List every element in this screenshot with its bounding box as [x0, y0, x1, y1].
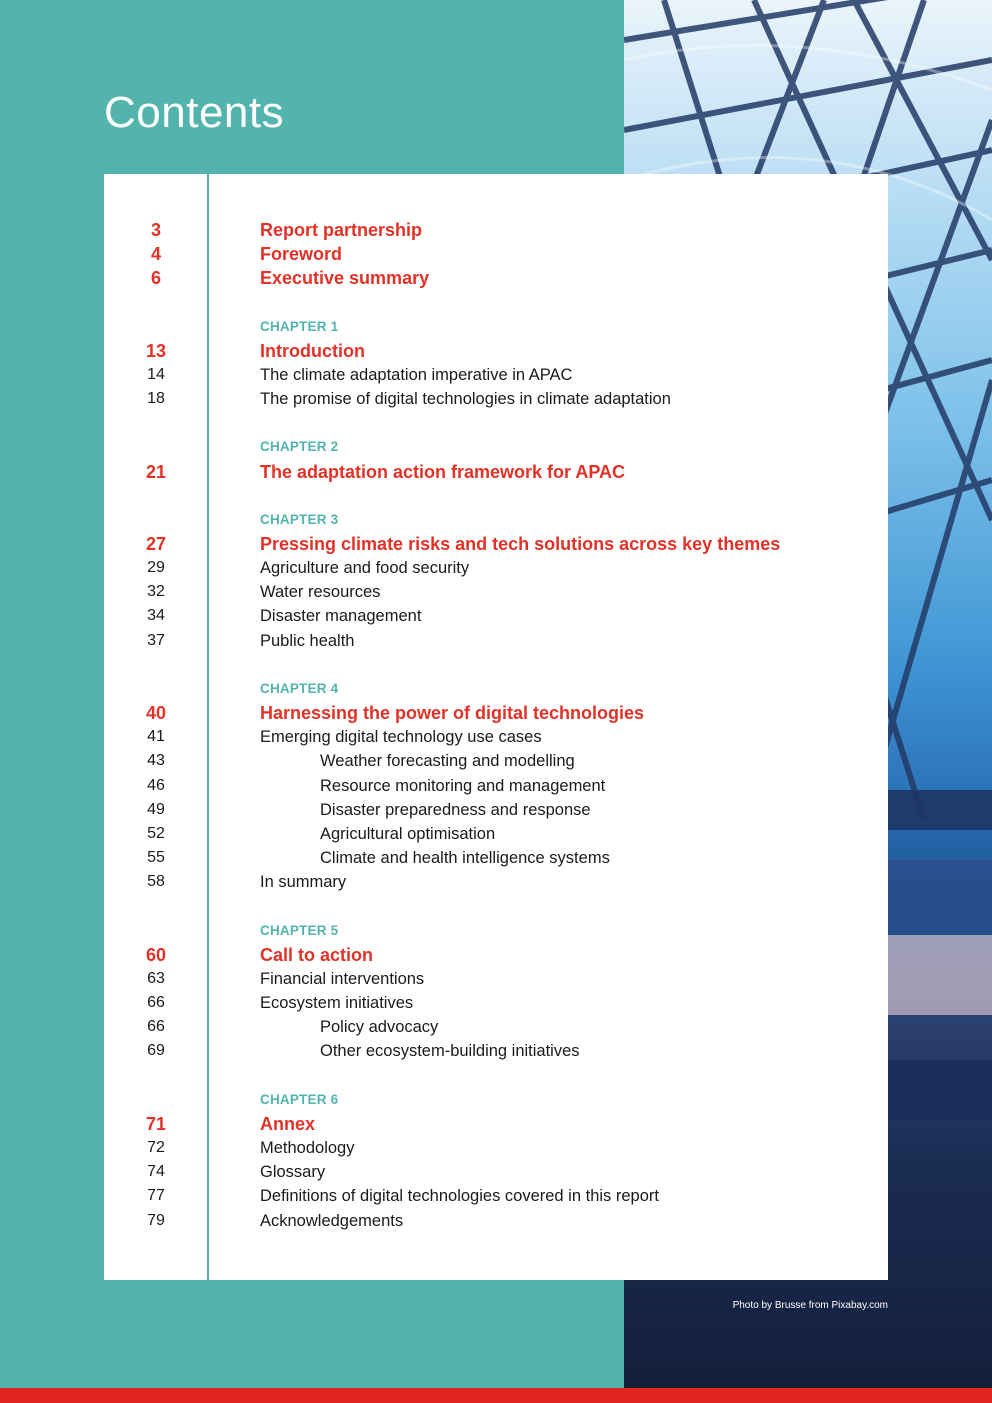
entry-label: Foreword [260, 244, 343, 265]
toc-entry[interactable] [104, 701, 888, 725]
page-number: 21 [145, 461, 167, 482]
page-title: Contents [104, 88, 285, 137]
toc-entry[interactable] [104, 1184, 888, 1208]
page-number: 49 [147, 800, 165, 818]
page-number: 69 [147, 1042, 165, 1060]
toc-list [104, 218, 888, 1233]
toc-entry[interactable] [104, 266, 888, 290]
entry-label: Agricultural optimisation [320, 824, 496, 843]
toc-entry[interactable] [104, 725, 888, 749]
entry-label: Ecosystem initiatives [260, 994, 414, 1013]
page-number: 60 [145, 944, 167, 965]
contents-panel [104, 174, 888, 1280]
chapter-heading [104, 919, 888, 943]
entry-label: Agriculture and food security [260, 559, 470, 578]
page-number: 13 [145, 340, 167, 361]
entry-label: Water resources [260, 583, 381, 602]
entry-label: Disaster preparedness and response [320, 800, 591, 819]
entry-label: Pressing climate risks and tech solutions across key themes [260, 533, 781, 554]
toc-entry[interactable] [104, 556, 888, 580]
toc-entry[interactable] [104, 991, 888, 1015]
chapter-label: CHAPTER 5 [260, 922, 339, 938]
chapter-heading [104, 677, 888, 701]
chapter-heading [104, 1088, 888, 1112]
entry-label: Financial interventions [260, 969, 425, 988]
page-number: 46 [147, 776, 165, 794]
entry-label: Definitions of digital technologies covered in this report [260, 1187, 659, 1206]
toc-entry[interactable] [104, 532, 888, 556]
page-number: 27 [145, 533, 167, 554]
toc-entry[interactable] [104, 846, 888, 870]
entry-label: Introduction [260, 340, 365, 361]
entry-label: Weather forecasting and modelling [320, 752, 575, 771]
toc-entry[interactable] [104, 967, 888, 991]
page-number: 14 [147, 365, 165, 383]
entry-label: Climate and health intelligence systems [320, 849, 610, 868]
footer-bar [0, 1388, 992, 1403]
chapter-label: CHAPTER 2 [260, 439, 339, 455]
entry-label: Resource monitoring and management [320, 776, 606, 795]
photo-credit: Photo by Brusse from Pixabay.com [732, 1300, 888, 1311]
page-number: 41 [147, 728, 165, 746]
entry-label: Harnessing the power of digital technologies [260, 703, 645, 723]
toc-entry[interactable] [104, 943, 888, 967]
toc-entry[interactable] [104, 242, 888, 266]
chapter-heading [104, 315, 888, 339]
toc-entry[interactable] [104, 1136, 888, 1160]
toc-entry[interactable] [104, 218, 888, 242]
page-number: 40 [145, 703, 167, 723]
page-number: 77 [147, 1187, 165, 1205]
toc-entry[interactable] [104, 339, 888, 363]
page-number: 55 [147, 849, 165, 867]
toc-entry[interactable] [104, 387, 888, 411]
page-number: 34 [147, 607, 165, 625]
chapter-heading [104, 508, 888, 532]
page-number: 3 [150, 220, 161, 240]
entry-label: Executive summary [260, 268, 430, 289]
page-number: 18 [147, 390, 165, 408]
page-number: 79 [147, 1211, 165, 1229]
page-number: 43 [147, 752, 165, 770]
toc-entry[interactable] [104, 822, 888, 846]
page-number: 71 [145, 1113, 167, 1134]
toc-entry[interactable] [104, 798, 888, 822]
toc-entry[interactable] [104, 1039, 888, 1063]
chapter-label: CHAPTER 4 [260, 680, 339, 696]
page-number: 4 [150, 244, 161, 265]
page-number: 29 [147, 559, 165, 577]
page-number: 37 [147, 631, 165, 649]
chapter-heading [104, 435, 888, 459]
toc-entry[interactable] [104, 363, 888, 387]
chapter-label: CHAPTER 6 [260, 1091, 339, 1107]
entry-label: Glossary [260, 1163, 326, 1182]
entry-label: The climate adaptation imperative in APAC [260, 365, 573, 384]
page-number: 63 [147, 969, 165, 987]
chapter-label: CHAPTER 1 [260, 318, 339, 334]
entry-label: Public health [260, 631, 355, 650]
toc-entry[interactable] [104, 1160, 888, 1184]
entry-label: Annex [260, 1113, 316, 1134]
entry-label: The adaptation action framework for APAC [260, 461, 626, 482]
entry-label: In summary [260, 873, 347, 892]
page-number: 72 [147, 1139, 165, 1156]
toc-entry[interactable] [104, 460, 888, 484]
toc-entry[interactable] [104, 1209, 888, 1233]
entry-label: The promise of digital technologies in climate adaptation [260, 390, 671, 409]
toc-entry[interactable] [104, 629, 888, 653]
toc-entry[interactable] [104, 749, 888, 773]
entry-label: Call to action [260, 944, 374, 965]
page-number: 52 [147, 824, 165, 842]
entry-label: Other ecosystem-building initiatives [320, 1042, 580, 1061]
entry-label: Acknowledgements [260, 1211, 404, 1230]
page-number: 66 [147, 1018, 165, 1036]
entry-label: Emerging digital technology use cases [260, 728, 542, 747]
entry-label: Methodology [260, 1139, 355, 1157]
entry-label: Disaster management [260, 607, 422, 626]
entry-label: Policy advocacy [320, 1018, 439, 1037]
chapter-label: CHAPTER 3 [260, 511, 339, 527]
toc-entry[interactable] [104, 1112, 888, 1136]
entry-label: Report partnership [260, 220, 423, 240]
page-number: 6 [150, 268, 161, 289]
page-number: 66 [147, 994, 165, 1012]
toc-entry[interactable] [104, 580, 888, 604]
page-number: 32 [147, 583, 165, 601]
toc-entry[interactable] [104, 1015, 888, 1039]
page-number: 74 [147, 1163, 165, 1181]
toc-entry[interactable] [104, 774, 888, 798]
toc-entry[interactable] [104, 604, 888, 628]
page-number: 58 [147, 873, 165, 891]
toc-entry[interactable] [104, 870, 888, 894]
